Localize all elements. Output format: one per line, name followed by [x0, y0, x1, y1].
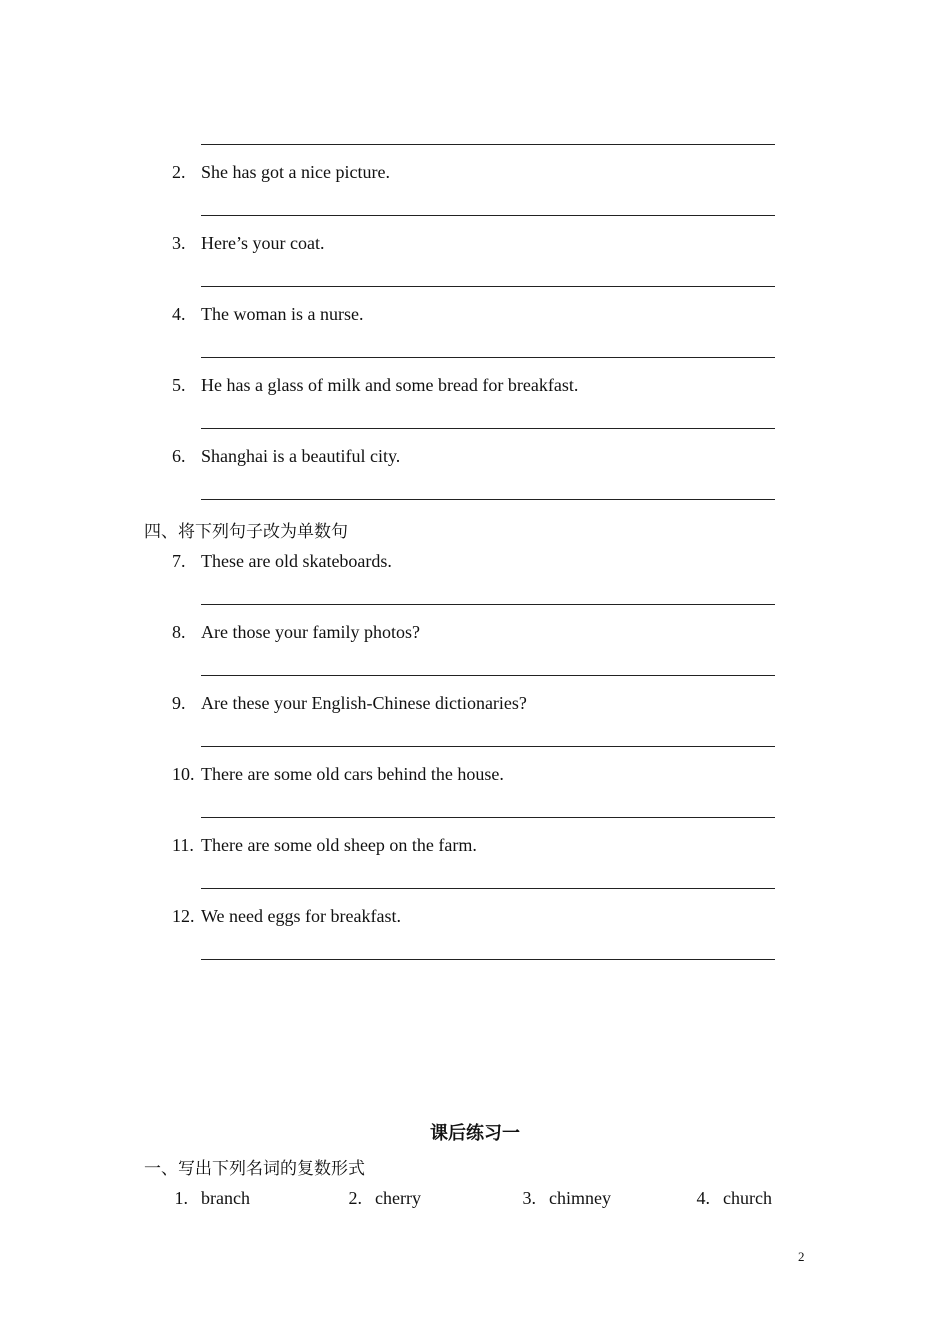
- word-item: cherry: [375, 1188, 421, 1208]
- answer-line[interactable]: [201, 817, 775, 818]
- answer-line[interactable]: [201, 675, 775, 676]
- answer-line[interactable]: [201, 888, 775, 889]
- question-text: These are old skateboards.: [201, 551, 392, 571]
- question-text: There are some old sheep on the farm.: [201, 835, 477, 855]
- answer-line[interactable]: [201, 286, 775, 287]
- section-heading: 一、写出下列名词的复数形式: [144, 1159, 365, 1179]
- item-number: 8.: [172, 622, 186, 642]
- item-number: 5.: [172, 375, 186, 395]
- answer-line[interactable]: [201, 215, 775, 216]
- word-number: 4.: [696, 1188, 710, 1208]
- question-text: He has a glass of milk and some bread for breakfast.: [201, 375, 579, 395]
- section-heading: 四、将下列句子改为单数句: [144, 522, 348, 542]
- item-number: 12.: [172, 906, 195, 926]
- question-text: She has got a nice picture.: [201, 162, 390, 182]
- word-item: church: [723, 1188, 772, 1208]
- exercise-title: 课后练习一: [430, 1123, 520, 1144]
- item-number: 10.: [172, 764, 195, 784]
- item-number: 2.: [172, 162, 186, 182]
- answer-line[interactable]: [201, 959, 775, 960]
- word-item: chimney: [549, 1188, 611, 1208]
- word-number: 1.: [174, 1188, 188, 1208]
- item-number: 11.: [172, 835, 194, 855]
- question-text: Shanghai is a beautiful city.: [201, 446, 401, 466]
- question-text: Are these your English-Chinese dictionaries?: [201, 693, 527, 713]
- answer-line[interactable]: [201, 357, 775, 358]
- word-number: 2.: [348, 1188, 362, 1208]
- answer-line[interactable]: [201, 604, 775, 605]
- answer-line[interactable]: [201, 746, 775, 747]
- question-text: Are those your family photos?: [201, 622, 420, 642]
- item-number: 4.: [172, 304, 186, 324]
- item-number: 3.: [172, 233, 186, 253]
- question-text: We need eggs for breakfast.: [201, 906, 401, 926]
- question-text: There are some old cars behind the house.: [201, 764, 504, 784]
- page-number: 2: [798, 1249, 805, 1264]
- question-text: The woman is a nurse.: [201, 304, 364, 324]
- answer-line[interactable]: [201, 499, 775, 500]
- item-number: 7.: [172, 551, 186, 571]
- item-number: 9.: [172, 693, 186, 713]
- word-number: 3.: [522, 1188, 536, 1208]
- answer-line[interactable]: [201, 144, 775, 145]
- word-item: branch: [201, 1188, 250, 1208]
- item-number: 6.: [172, 446, 186, 466]
- question-text: Here’s your coat.: [201, 233, 325, 253]
- answer-line[interactable]: [201, 428, 775, 429]
